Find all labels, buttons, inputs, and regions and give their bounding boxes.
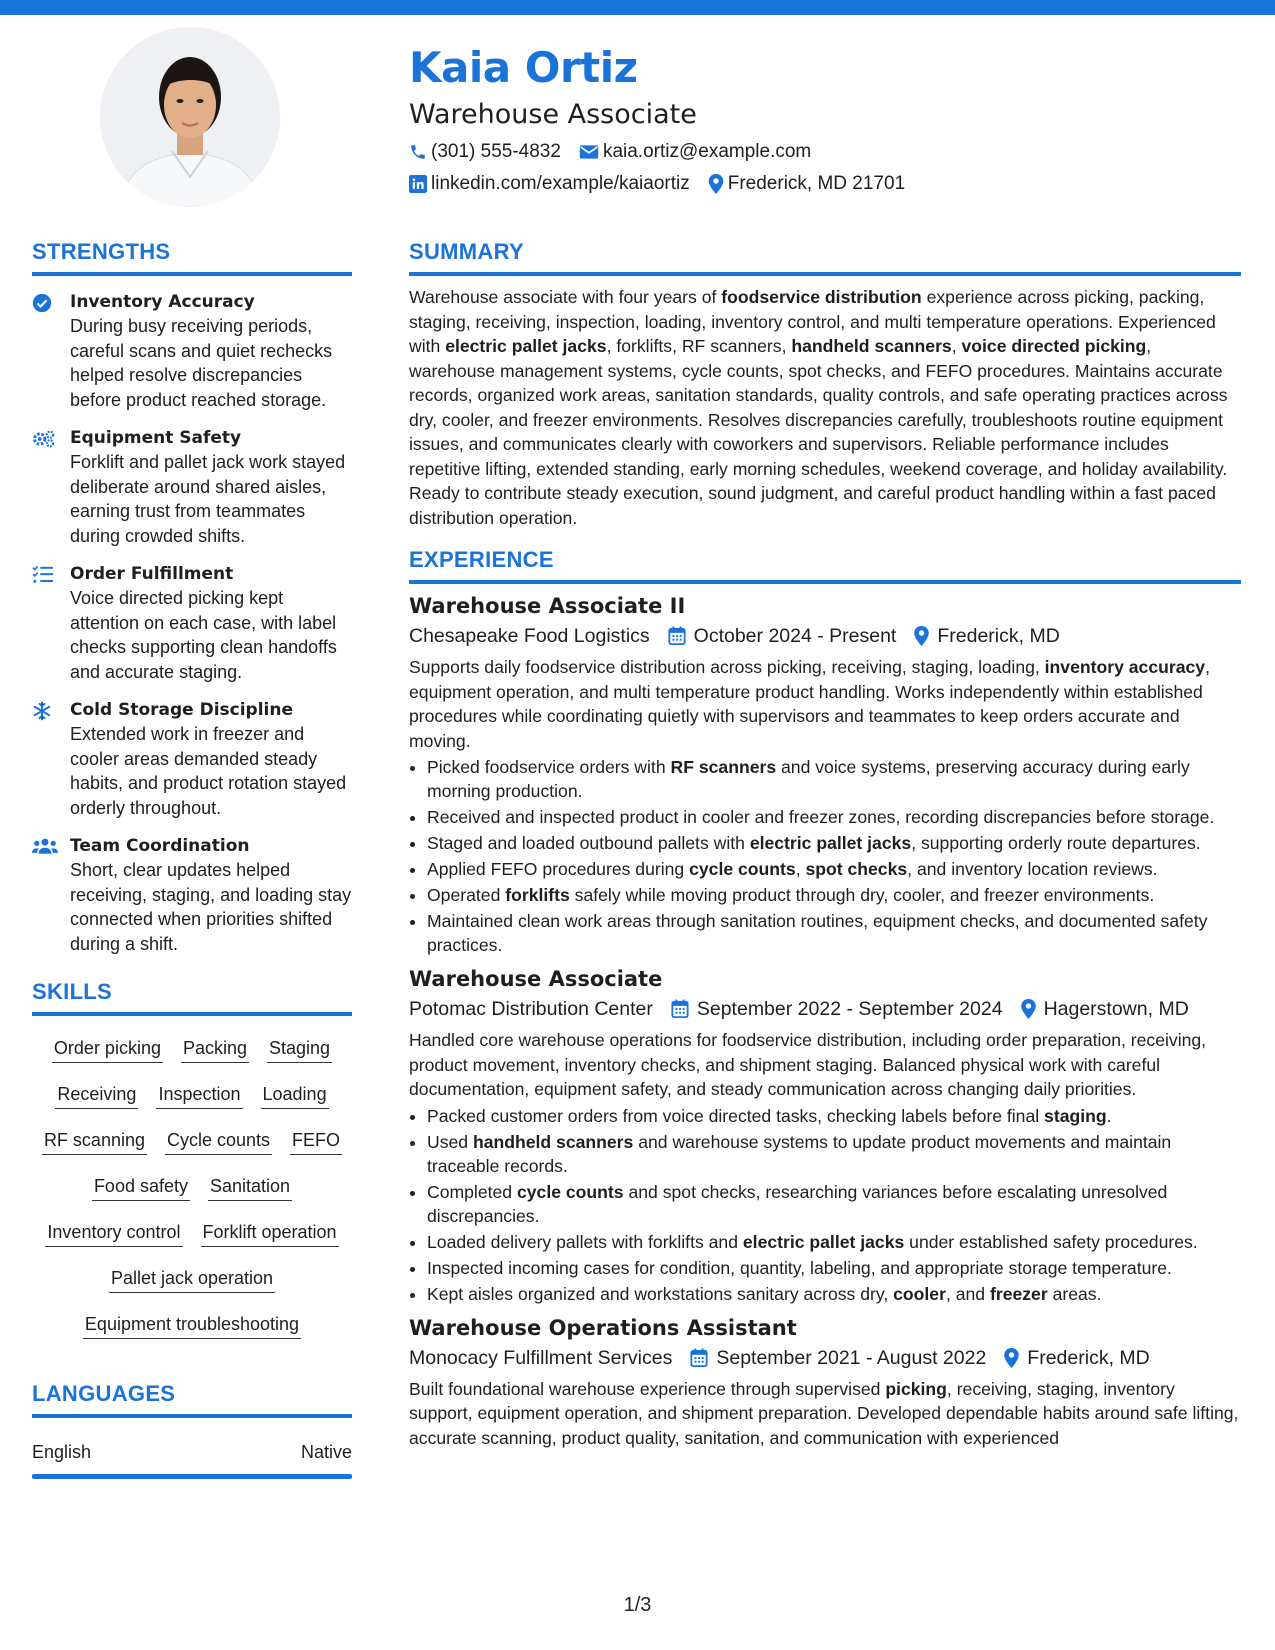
bullet-item: [427, 1104, 1241, 1128]
linkedin-contact[interactable]: [409, 172, 690, 196]
skill-tag: Food safety: [92, 1174, 190, 1201]
job-dates: [690, 1345, 986, 1371]
experience-heading: EXPERIENCE: [409, 547, 554, 572]
job-title: Warehouse Operations Assistant: [409, 1315, 797, 1340]
text-run: Staged and loaded outbound pallets with: [427, 833, 750, 853]
language-proficiency-bar: [32, 1474, 352, 1479]
summary-rule: [409, 272, 1241, 276]
calendar-icon: [671, 999, 689, 1019]
strengths-rule: [32, 272, 352, 276]
job-title: Warehouse Associate: [409, 967, 663, 991]
dates-text: October 2024 - Present: [693, 625, 897, 647]
text-run: Built foundational warehouse experience through supervised: [409, 1378, 886, 1399]
bullet-item: [427, 755, 1241, 803]
text-run: , receiving, staging, inventory support, equipment operation, and shipment preparation. Developed dependable habits around safe lifting, accurate scanning, product quality, sanitation, and communication with experienced: [409, 1378, 1239, 1448]
job-description: [409, 1377, 1241, 1451]
strength-description: Forklift and pallet jack work stayed deliberate around shared aisles, earning trust from teammates during crowded shifts.: [70, 452, 346, 546]
location-text: Frederick, MD: [1027, 1346, 1150, 1369]
bold-keyword: handheld scanners: [472, 1131, 634, 1152]
languages-rule: [32, 1414, 352, 1418]
skills-list: [32, 1028, 352, 1350]
strengths-heading: STRENGTHS: [32, 239, 171, 264]
company-name: Potomac Distribution Center: [409, 998, 653, 1020]
email-text: kaia.ortiz@example.com: [602, 141, 812, 162]
strength-item: [32, 834, 352, 956]
skill-tag: Equipment troubleshooting: [83, 1312, 301, 1339]
top-accent-bar: [0, 0, 1275, 15]
bold-keyword: inventory accuracy: [1044, 657, 1206, 677]
bold-keyword: RF scanners: [670, 757, 777, 777]
text-run: Handled core warehouse operations for foodservice distribution, including order preparation, receiving, product movement, inventory checks, and shipment staging. Balanced physical work with careful documentation, equipment safety, and steady communication across changing daily priorities.: [409, 1030, 1207, 1099]
bold-keyword: forklifts: [505, 885, 570, 905]
company-name: Chesapeake Food Logistics: [409, 625, 650, 647]
text-run: and spot checks, researching variances before escalating unresolved discrepancies.: [427, 1181, 1168, 1226]
experience-entry: [409, 1314, 1241, 1451]
phone-text: (301) 555-4832: [431, 141, 561, 162]
map-pin-icon: [1004, 1348, 1019, 1368]
linkedin-icon: [409, 175, 427, 193]
language-name: English: [32, 1442, 92, 1462]
candidate-name: Kaia Ortiz: [409, 43, 638, 92]
skill-tag: FEFO: [290, 1128, 342, 1155]
skills-rule: [32, 1012, 352, 1016]
map-pin-icon: [708, 174, 724, 194]
job-meta: [409, 996, 1241, 1022]
bullet-item: [427, 909, 1241, 957]
skills-heading: SKILLS: [32, 979, 113, 1004]
gears-icon: [32, 426, 70, 548]
experience-rule: [409, 580, 1241, 584]
bold-keyword: electric pallet jacks: [749, 833, 912, 853]
text-run: Received and inspected product in cooler and freezer zones, recording discrepancies before storage.: [427, 807, 1215, 827]
location-text: Frederick, MD: [937, 625, 1060, 647]
text-run: and warehouse systems to update product movements and maintain traceable records.: [427, 1131, 1172, 1176]
phone-icon: [409, 143, 427, 161]
job-dates: [668, 623, 897, 649]
check-circle-icon: [32, 290, 70, 412]
text-run: areas.: [1047, 1283, 1102, 1304]
text-run: Completed: [427, 1181, 517, 1202]
company-name: Monocacy Fulfillment Services: [409, 1346, 673, 1369]
job-location: [1021, 996, 1189, 1022]
bold-keyword: foodservice distribution: [721, 287, 922, 307]
strength-item: [32, 290, 352, 412]
dates-text: September 2022 - September 2024: [696, 998, 1003, 1020]
text-run: , forklifts, RF scanners,: [606, 336, 792, 356]
skill-tag: Inspection: [156, 1082, 242, 1109]
experience-entry: [409, 592, 1241, 957]
bold-keyword: electric pallet jacks: [445, 336, 607, 356]
job-bullets: [409, 1104, 1241, 1306]
bold-keyword: spot checks: [805, 859, 908, 879]
skill-tag: Staging: [267, 1036, 332, 1063]
strength-description: Voice directed picking kept attention on each case, with label checks supporting clean handoffs and accurate staging.: [70, 588, 337, 682]
strength-title: Equipment Safety: [70, 428, 242, 448]
bullet-item: [427, 857, 1241, 881]
strength-item: [32, 698, 352, 820]
text-run: experience across picking, packing, staging, receiving, inspection, loading, inventory control, and multi temperature operations. Experienced with: [409, 287, 1216, 356]
text-run: , equipment operation, and multi temperature product handling. Works independently within established procedures while coordinating quietly with supervisors and teammates to keep orders accurate and moving.: [409, 657, 1210, 751]
strength-item: [32, 426, 352, 548]
envelope-icon: [579, 144, 599, 160]
text-run: and voice systems, preserving accuracy during early morning production.: [427, 757, 1190, 801]
bold-keyword: cycle counts: [516, 1181, 624, 1202]
experience-list: [409, 592, 1241, 1450]
job-location: [914, 623, 1059, 649]
text-run: , supporting orderly route departures.: [911, 833, 1201, 853]
skill-tag: RF scanning: [42, 1128, 147, 1155]
skill-tag: Pallet jack operation: [109, 1266, 275, 1293]
map-pin-icon: [1021, 999, 1036, 1019]
bullet-item: [427, 1230, 1241, 1254]
summary-heading: SUMMARY: [409, 239, 524, 264]
left-column: [32, 238, 352, 1479]
text-run: , and inventory location reviews.: [907, 859, 1158, 879]
job-description: [409, 655, 1241, 753]
experience-entry: [409, 965, 1241, 1306]
dates-text: September 2021 - August 2022: [716, 1346, 987, 1369]
snowflake-icon: [32, 698, 70, 820]
strength-item: [32, 562, 352, 684]
language-row: [32, 1440, 352, 1464]
text-run: Supports daily foodservice distribution across picking, receiving, staging, loading,: [409, 657, 1045, 677]
skill-tag: Order picking: [52, 1036, 163, 1063]
text-run: Warehouse associate with four years of: [409, 287, 722, 307]
strength-title: Cold Storage Discipline: [70, 700, 294, 720]
text-run: ,: [795, 859, 806, 879]
job-location: [1004, 1345, 1149, 1371]
language-level: Native: [300, 1442, 352, 1462]
skill-tag: Sanitation: [208, 1174, 292, 1201]
job-meta: [409, 623, 1241, 649]
job-title: Warehouse Associate II: [409, 594, 686, 618]
skill-tag: Cycle counts: [165, 1128, 272, 1155]
job-bullets: [409, 755, 1241, 957]
skill-tag: Packing: [181, 1036, 249, 1063]
strengths-list: [32, 290, 352, 956]
bold-keyword: picking: [885, 1378, 947, 1399]
bold-keyword: freezer: [989, 1283, 1048, 1304]
bullet-item: [427, 831, 1241, 855]
languages-heading: LANGUAGES: [32, 1381, 176, 1406]
bullet-item: [427, 1130, 1241, 1178]
calendar-icon: [668, 626, 686, 646]
text-run: .: [1106, 1105, 1112, 1126]
strength-description: During busy receiving periods, careful scans and quiet rechecks helped resolve discrepancies before product reached storage.: [70, 316, 333, 410]
job-meta: [409, 1345, 1241, 1371]
bullet-item: [427, 883, 1241, 907]
strength-description: Extended work in freezer and cooler areas demanded steady habits, and product rotation stayed orderly throughout.: [70, 724, 347, 818]
list-check-icon: [32, 562, 70, 684]
profile-photo: [100, 27, 280, 207]
text-run: , warehouse management systems, cycle counts, spot checks, and FEFO procedures. Maintains accurate records, organized work areas, sanitation standards, quality controls, and safe operating practices across dry, cooler, and freezer environments. Resolves discrepancies carefully, troubleshoots routine equipment issues, and communicates clearly with coworkers and supervisors. Reliable performance includes repetitive lifting, extended standing, early morning schedules, weekend coverage, and holiday availability. Ready to contribute steady execution, sound judgment, and careful product handling within a fast paced distribution operation.: [409, 336, 1228, 528]
location-text: Hagerstown, MD: [1043, 998, 1189, 1020]
location-contact: [708, 172, 905, 196]
skill-tag: Receiving: [55, 1082, 138, 1109]
bullet-item: [427, 1256, 1241, 1280]
calendar-icon: [690, 1348, 708, 1368]
text-run: Operated: [427, 885, 506, 905]
bullet-item: [427, 1180, 1241, 1228]
text-run: under established safety procedures.: [904, 1231, 1198, 1252]
strength-title: Inventory Accuracy: [70, 292, 255, 312]
text-run: Maintained clean work areas through sanitation routines, equipment checks, and documented safety practices.: [427, 911, 1208, 955]
text-run: Used: [427, 1131, 473, 1152]
users-icon: [32, 834, 70, 956]
bullet-item: [427, 805, 1241, 829]
job-description: [409, 1028, 1241, 1102]
summary-text: [409, 285, 1241, 530]
bullet-item: [427, 1282, 1241, 1306]
text-run: Packed customer orders from voice directed tasks, checking labels before final: [427, 1105, 1045, 1126]
strength-description: Short, clear updates helped receiving, staging, and loading stay connected when priorities shifted during a shift.: [70, 860, 352, 954]
text-run: Picked foodservice orders with: [427, 757, 671, 777]
bold-keyword: handheld scanners: [791, 336, 952, 356]
text-run: ,: [951, 336, 962, 356]
candidate-title: Warehouse Associate: [409, 99, 697, 130]
linkedin-text: linkedin.com/example/kaiaortiz: [431, 173, 690, 194]
skill-tag: Forklift operation: [201, 1220, 339, 1247]
location-text: Frederick, MD 21701: [727, 173, 906, 194]
text-run: , and: [945, 1283, 990, 1304]
strength-title: Team Coordination: [70, 836, 250, 856]
text-run: Kept aisles organized and workstations sanitary across dry,: [427, 1283, 894, 1304]
page-number: 1/3: [623, 1594, 652, 1616]
text-run: Inspected incoming cases for condition, quantity, labeling, and appropriate storage temperature.: [427, 1257, 1172, 1278]
skill-tag: Loading: [261, 1082, 329, 1109]
text-run: Loaded delivery pallets with forklifts and: [427, 1231, 743, 1252]
job-dates: [671, 996, 1003, 1022]
right-column: [409, 238, 1241, 1450]
skill-tag: Inventory control: [45, 1220, 182, 1247]
bold-keyword: cooler: [893, 1283, 946, 1304]
text-run: Applied FEFO procedures during: [427, 859, 690, 879]
bold-keyword: electric pallet jacks: [742, 1231, 905, 1252]
phone-contact[interactable]: [409, 140, 561, 164]
map-pin-icon: [914, 626, 929, 646]
bold-keyword: cycle counts: [689, 859, 796, 879]
text-run: safely while moving product through dry, cooler, and freezer environments.: [569, 885, 1155, 905]
bold-keyword: staging: [1044, 1105, 1107, 1126]
resume-header: [409, 42, 923, 196]
strength-title: Order Fulfillment: [70, 564, 234, 584]
bold-keyword: voice directed picking: [961, 336, 1147, 356]
email-contact[interactable]: [579, 140, 811, 164]
